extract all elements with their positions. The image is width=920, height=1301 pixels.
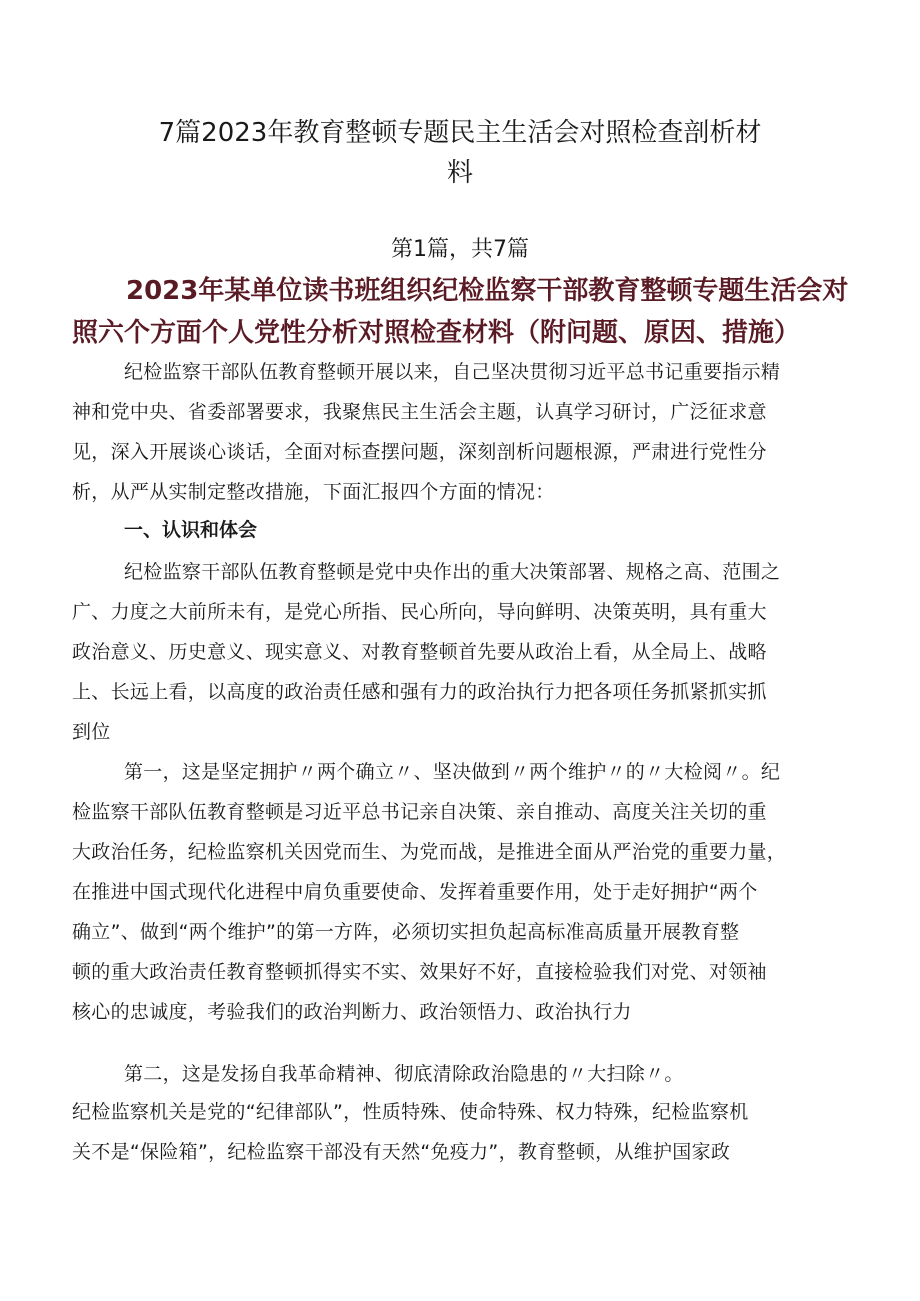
article-title-line-1: 2023年某单位读书班组织纪检监察干部教育整顿专题生活会对 (126, 276, 849, 306)
section1-line-4: 上、长远上看，以高度的政治责任感和强有力的政治执行力把各项任务抓紧抓实抓 (72, 681, 767, 703)
point1-line-1: 第一，这是坚定拥护〃两个确立〃、坚决做到〃两个维护〃的〃大检阅〃。纪 (124, 761, 781, 783)
document-title-line-1: 7篇2023年教育整顿专题民主生活会对照检查剖析材 (158, 118, 762, 148)
document-title-line-2: 料 (446, 158, 473, 188)
section1-line-2: 广、力度之大前所未有，是党心所指、民心所向，导向鲜明、决策英明，具有重大 (72, 601, 767, 623)
section1-line-1: 纪检监察干部队伍教育整顿是党中央作出的重大决策部署、规格之高、范围之 (124, 561, 781, 583)
section-heading-1: 一、认识和体会 (124, 519, 258, 541)
section1-line-3: 政治意义、历史意义、现实意义、对教育整顿首先要从政治上看，从全局上、战略 (72, 641, 767, 663)
section1-line-5: 到位 (72, 721, 111, 743)
point1-line-3: 大政治任务，纪检监察机关因党而生、为党而战，是推进全面从严治党的重要力量， (72, 841, 787, 863)
article-title-line-2: 照六个方面个人党性分析对照检查材料（附问题、原因、措施） (72, 318, 801, 348)
part-indicator: 第1篇，共7篇 (391, 237, 529, 262)
point1-line-4: 在推进中国式现代化进程中肩负重要使命、发挥着重要作用，处于走好拥护“两个 (72, 881, 758, 903)
point2-line-3: 关不是“保险箱”，纪检监察干部没有天然“免疫力”，教育整顿，从维护国家政 (72, 1141, 731, 1163)
intro-line-4: 析，从严从实制定整改措施，下面汇报四个方面的情况： (72, 481, 555, 503)
point2-line-1: 第二，这是发扬自我革命精神、彻底清除政治隐患的〃大扫除〃。 (124, 1063, 684, 1085)
intro-line-1: 纪检监察干部队伍教育整顿开展以来，自己坚决贯彻习近平总书记重要指示精 (124, 361, 781, 383)
point1-line-6: 顿的重大政治责任教育整顿抓得实不实、效果好不好，直接检验我们对党、对领袖 (72, 961, 767, 983)
intro-line-3: 见，深入开展谈心谈话，全面对标查摆问题，深刻剖析问题根源，严肃进行党性分 (72, 441, 767, 463)
point1-line-2: 检监察干部队伍教育整顿是习近平总书记亲自决策、亲自推动、高度关注关切的重 (72, 801, 767, 823)
point1-line-7: 核心的忠诚度，考验我们的政治判断力、政治领悟力、政治执行力 (72, 1001, 632, 1023)
intro-line-2: 神和党中央、省委部署要求，我聚焦民主生活会主题，认真学习研讨，广泛征求意 (72, 401, 767, 423)
point2-line-2: 纪检监察机关是党的“纪律部队”，性质特殊、使命特殊、权力特殊，纪检监察机 (72, 1101, 749, 1123)
point1-line-5: 确立”、做到“两个维护”的第一方阵，必须切实担负起高标准高质量开展教育整 (72, 921, 740, 943)
